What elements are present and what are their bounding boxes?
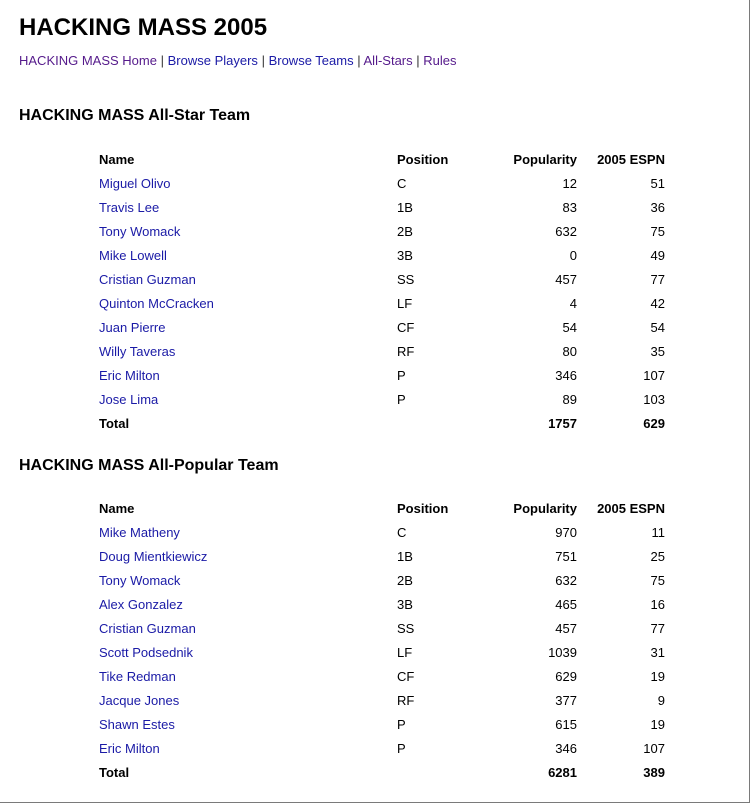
- player-popularity: 629: [555, 669, 577, 684]
- player-name-cell: [95, 244, 393, 268]
- player-popularity: 751: [555, 549, 577, 564]
- total-label: Total: [99, 416, 130, 431]
- column-header-popularity: Popularity: [513, 501, 577, 516]
- player-name-cell: [95, 172, 393, 196]
- player-position: 1B: [397, 200, 413, 215]
- player-espn: 103: [643, 392, 665, 407]
- player-popularity: 970: [555, 525, 577, 540]
- player-name-cell: [95, 617, 393, 641]
- player-link[interactable]: Shawn Estes: [99, 717, 175, 732]
- column-header-name: Name: [99, 152, 135, 167]
- player-popularity: 12: [562, 176, 577, 191]
- player-espn: 42: [650, 296, 665, 311]
- player-espn: 25: [650, 549, 665, 564]
- player-espn: 36: [650, 200, 665, 215]
- player-link[interactable]: Miguel Olivo: [99, 176, 171, 191]
- nav-link-browse-teams[interactable]: Browse Teams: [268, 53, 354, 68]
- player-row: [95, 593, 669, 617]
- player-name-cell: [95, 340, 393, 364]
- player-link[interactable]: Eric Milton: [99, 368, 160, 383]
- player-row: [95, 569, 669, 593]
- player-espn: 107: [643, 741, 665, 756]
- player-row: [95, 316, 669, 340]
- player-link[interactable]: Juan Pierre: [99, 320, 166, 335]
- player-link[interactable]: Scott Podsednik: [99, 645, 193, 660]
- player-link[interactable]: Mike Matheny: [99, 525, 180, 540]
- total-popularity: 6281: [548, 765, 577, 780]
- player-row: [95, 220, 669, 244]
- player-popularity: 1039: [548, 645, 577, 660]
- player-name-cell: [95, 641, 393, 665]
- player-popularity: 632: [555, 224, 577, 239]
- table-header-row: [95, 497, 669, 521]
- player-link[interactable]: Cristian Guzman: [99, 272, 196, 287]
- player-row: [95, 617, 669, 641]
- nav-bar: [19, 52, 457, 70]
- player-position: CF: [397, 669, 415, 684]
- player-name-cell: [95, 569, 393, 593]
- player-popularity: 377: [555, 693, 577, 708]
- nav-separator: |: [357, 53, 361, 68]
- player-name-cell: [95, 665, 393, 689]
- player-name-cell: [95, 220, 393, 244]
- column-header-position: Position: [397, 501, 449, 516]
- player-espn: 77: [650, 621, 665, 636]
- player-position: 3B: [397, 597, 413, 612]
- total-espn: 389: [643, 765, 665, 780]
- player-link[interactable]: Tike Redman: [99, 669, 176, 684]
- player-link[interactable]: Mike Lowell: [99, 248, 167, 263]
- player-row: [95, 713, 669, 737]
- player-position: SS: [397, 272, 415, 287]
- total-popularity: 1757: [548, 416, 577, 431]
- player-position: C: [397, 176, 407, 191]
- player-name-cell: [95, 713, 393, 737]
- nav-link-home[interactable]: HACKING MASS Home: [19, 53, 157, 68]
- player-espn: 19: [650, 717, 665, 732]
- table-header-row: [95, 148, 669, 172]
- player-name-cell: [95, 388, 393, 412]
- player-position: 2B: [397, 573, 413, 588]
- column-header-name: Name: [99, 501, 135, 516]
- player-position: C: [397, 525, 407, 540]
- all-star-team-heading: HACKING MASS All-Star Team: [19, 107, 251, 124]
- player-espn: 51: [650, 176, 665, 191]
- player-row: [95, 268, 669, 292]
- player-espn: 35: [650, 344, 665, 359]
- player-row: [95, 340, 669, 364]
- all-popular-team-table: [95, 497, 669, 785]
- player-popularity: 457: [555, 621, 577, 636]
- player-espn: 75: [650, 573, 665, 588]
- player-name-cell: [95, 737, 393, 761]
- nav-separator: |: [160, 53, 164, 68]
- player-link[interactable]: Travis Lee: [99, 200, 160, 215]
- player-position: P: [397, 392, 406, 407]
- player-position: RF: [397, 693, 415, 708]
- player-popularity: 0: [569, 248, 577, 263]
- column-header-espn: 2005 ESPN: [597, 152, 665, 167]
- player-position: P: [397, 741, 406, 756]
- total-position-empty: [393, 412, 491, 436]
- player-link[interactable]: Jose Lima: [99, 392, 159, 407]
- player-name-cell: [95, 316, 393, 340]
- player-row: [95, 545, 669, 569]
- player-name-cell: [95, 364, 393, 388]
- player-link[interactable]: Doug Mientkiewicz: [99, 549, 208, 564]
- player-row: [95, 364, 669, 388]
- player-position: 1B: [397, 549, 413, 564]
- player-row: [95, 521, 669, 545]
- player-position: RF: [397, 344, 415, 359]
- player-espn: 19: [650, 669, 665, 684]
- player-name-cell: [95, 268, 393, 292]
- player-link[interactable]: Willy Taveras: [99, 344, 176, 359]
- column-header-popularity: Popularity: [513, 152, 577, 167]
- player-position: P: [397, 368, 406, 383]
- player-position: SS: [397, 621, 415, 636]
- player-row: [95, 244, 669, 268]
- player-row: [95, 689, 669, 713]
- column-header-position: Position: [397, 152, 449, 167]
- page-title: HACKING MASS 2005: [19, 14, 268, 41]
- player-link[interactable]: Quinton McCracken: [99, 296, 214, 311]
- player-popularity: 615: [555, 717, 577, 732]
- nav-link-rules[interactable]: Rules: [423, 53, 457, 68]
- player-position: 3B: [397, 248, 413, 263]
- player-name-cell: [95, 593, 393, 617]
- nav-link-browse-players[interactable]: Browse Players: [167, 53, 258, 68]
- total-row: [95, 412, 669, 436]
- player-espn: 9: [657, 693, 665, 708]
- column-header-espn: 2005 ESPN: [597, 501, 665, 516]
- player-link[interactable]: Tony Womack: [99, 224, 181, 239]
- nav-separator: |: [416, 53, 420, 68]
- player-popularity: 632: [555, 573, 577, 588]
- player-row: [95, 665, 669, 689]
- player-position: LF: [397, 645, 413, 660]
- player-espn: 107: [643, 368, 665, 383]
- player-name-cell: [95, 689, 393, 713]
- player-position: 2B: [397, 224, 413, 239]
- all-popular-team-heading: HACKING MASS All-Popular Team: [19, 457, 279, 474]
- player-popularity: 4: [569, 296, 577, 311]
- player-row: [95, 292, 669, 316]
- player-espn: 31: [650, 645, 665, 660]
- player-position: P: [397, 717, 406, 732]
- total-row: [95, 761, 669, 785]
- player-link[interactable]: Jacque Jones: [99, 693, 180, 708]
- total-espn: 629: [643, 416, 665, 431]
- player-row: [95, 172, 669, 196]
- total-position-empty: [393, 761, 491, 785]
- player-espn: 77: [650, 272, 665, 287]
- player-espn: 49: [650, 248, 665, 263]
- player-link[interactable]: Eric Milton: [99, 741, 160, 756]
- player-popularity: 457: [555, 272, 577, 287]
- player-position: CF: [397, 320, 415, 335]
- player-name-cell: [95, 196, 393, 220]
- player-link[interactable]: Alex Gonzalez: [99, 597, 183, 612]
- player-row: [95, 641, 669, 665]
- nav-link-all-stars[interactable]: All-Stars: [363, 53, 413, 68]
- player-link[interactable]: Cristian Guzman: [99, 621, 196, 636]
- player-popularity: 346: [555, 368, 577, 383]
- player-popularity: 89: [562, 392, 577, 407]
- player-popularity: 465: [555, 597, 577, 612]
- player-name-cell: [95, 521, 393, 545]
- player-popularity: 346: [555, 741, 577, 756]
- player-row: [95, 737, 669, 761]
- player-espn: 54: [650, 320, 665, 335]
- nav-separator: |: [261, 53, 265, 68]
- player-popularity: 83: [562, 200, 577, 215]
- player-popularity: 54: [562, 320, 577, 335]
- player-espn: 11: [651, 525, 665, 540]
- player-espn: 16: [650, 597, 665, 612]
- player-espn: 75: [650, 224, 665, 239]
- all-star-team-table: [95, 148, 669, 436]
- player-popularity: 80: [562, 344, 577, 359]
- player-row: [95, 196, 669, 220]
- player-name-cell: [95, 292, 393, 316]
- player-link[interactable]: Tony Womack: [99, 573, 181, 588]
- player-position: LF: [397, 296, 413, 311]
- player-name-cell: [95, 545, 393, 569]
- player-row: [95, 388, 669, 412]
- total-label: Total: [99, 765, 130, 780]
